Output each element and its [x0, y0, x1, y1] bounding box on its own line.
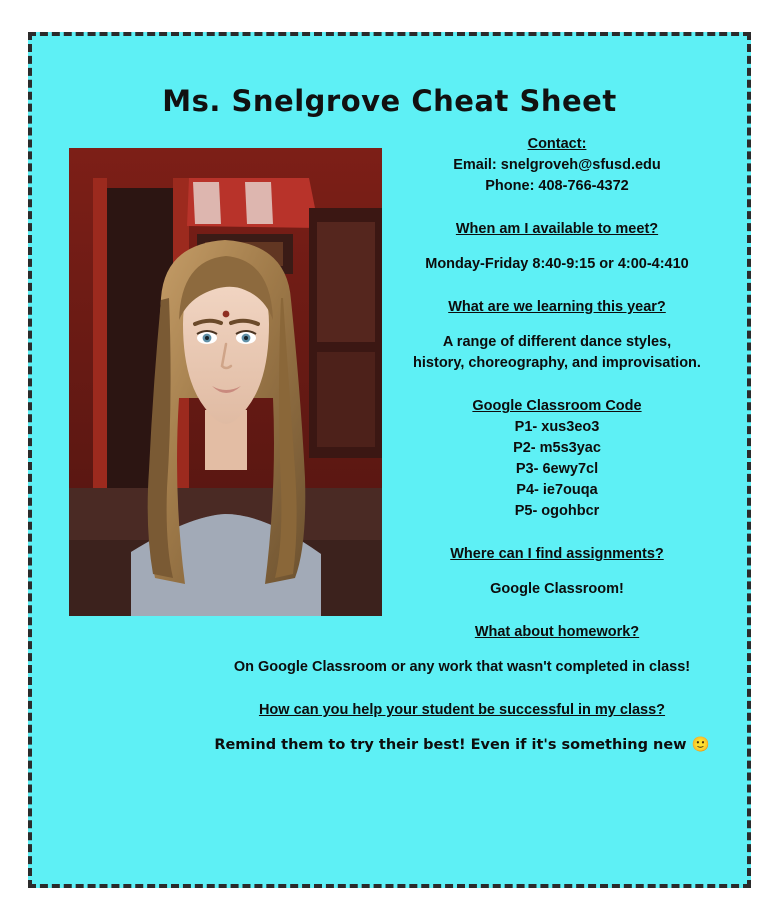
section-assignments [392, 544, 722, 600]
classroom-code-p1: P1- xus3eo3 [514, 419, 600, 436]
section-classroom-codes-heading: Google Classroom Code [472, 398, 642, 415]
section-curriculum [392, 297, 722, 374]
section-assignments-heading: Where can I find assignments? [450, 546, 664, 563]
portrait-illustration [69, 148, 382, 616]
section-availability [392, 219, 722, 275]
section-contact-heading: Contact: [527, 136, 587, 152]
homework-answer: On Google Classroom or any work that wasn't completed in class! [233, 659, 691, 676]
section-classroom-codes [392, 396, 722, 522]
section-curriculum-heading: What are we learning this year? [448, 299, 666, 316]
contact-email: Email: snelgroveh@sfusd.edu [453, 157, 661, 174]
support-answer: Remind them to try their best! Even if it's something new 🙂 [214, 737, 710, 754]
availability-hours: Monday-Friday 8:40-9:15 or 4:00-4:410 [425, 256, 689, 273]
classroom-code-p4: P4- ie7ouqa [516, 482, 598, 499]
section-homework [233, 622, 722, 678]
teacher-portrait-photo [69, 148, 382, 616]
section-support [214, 700, 722, 756]
section-support-heading: How can you help your student be successful in my class? [258, 702, 666, 719]
section-homework-heading: What about homework? [474, 624, 640, 641]
classroom-code-p3: P3- 6ewy7cl [515, 461, 599, 478]
classroom-code-p2: P2- m5s3yac [513, 440, 601, 457]
dashed-border-frame [28, 32, 751, 888]
section-availability-heading: When am I available to meet? [455, 221, 659, 238]
page-title: Ms. Snelgrove Cheat Sheet [162, 84, 617, 118]
info-column [214, 134, 722, 756]
contact-phone: Phone: 408-766-4372 [485, 178, 629, 195]
classroom-code-p5: P5- ogohbcr [514, 503, 600, 520]
assignments-answer: Google Classroom! [490, 581, 624, 598]
curriculum-line-1: A range of different dance styles, [442, 334, 672, 351]
curriculum-line-2: history, choreography, and improvisation. [413, 355, 701, 372]
section-contact [392, 134, 722, 197]
